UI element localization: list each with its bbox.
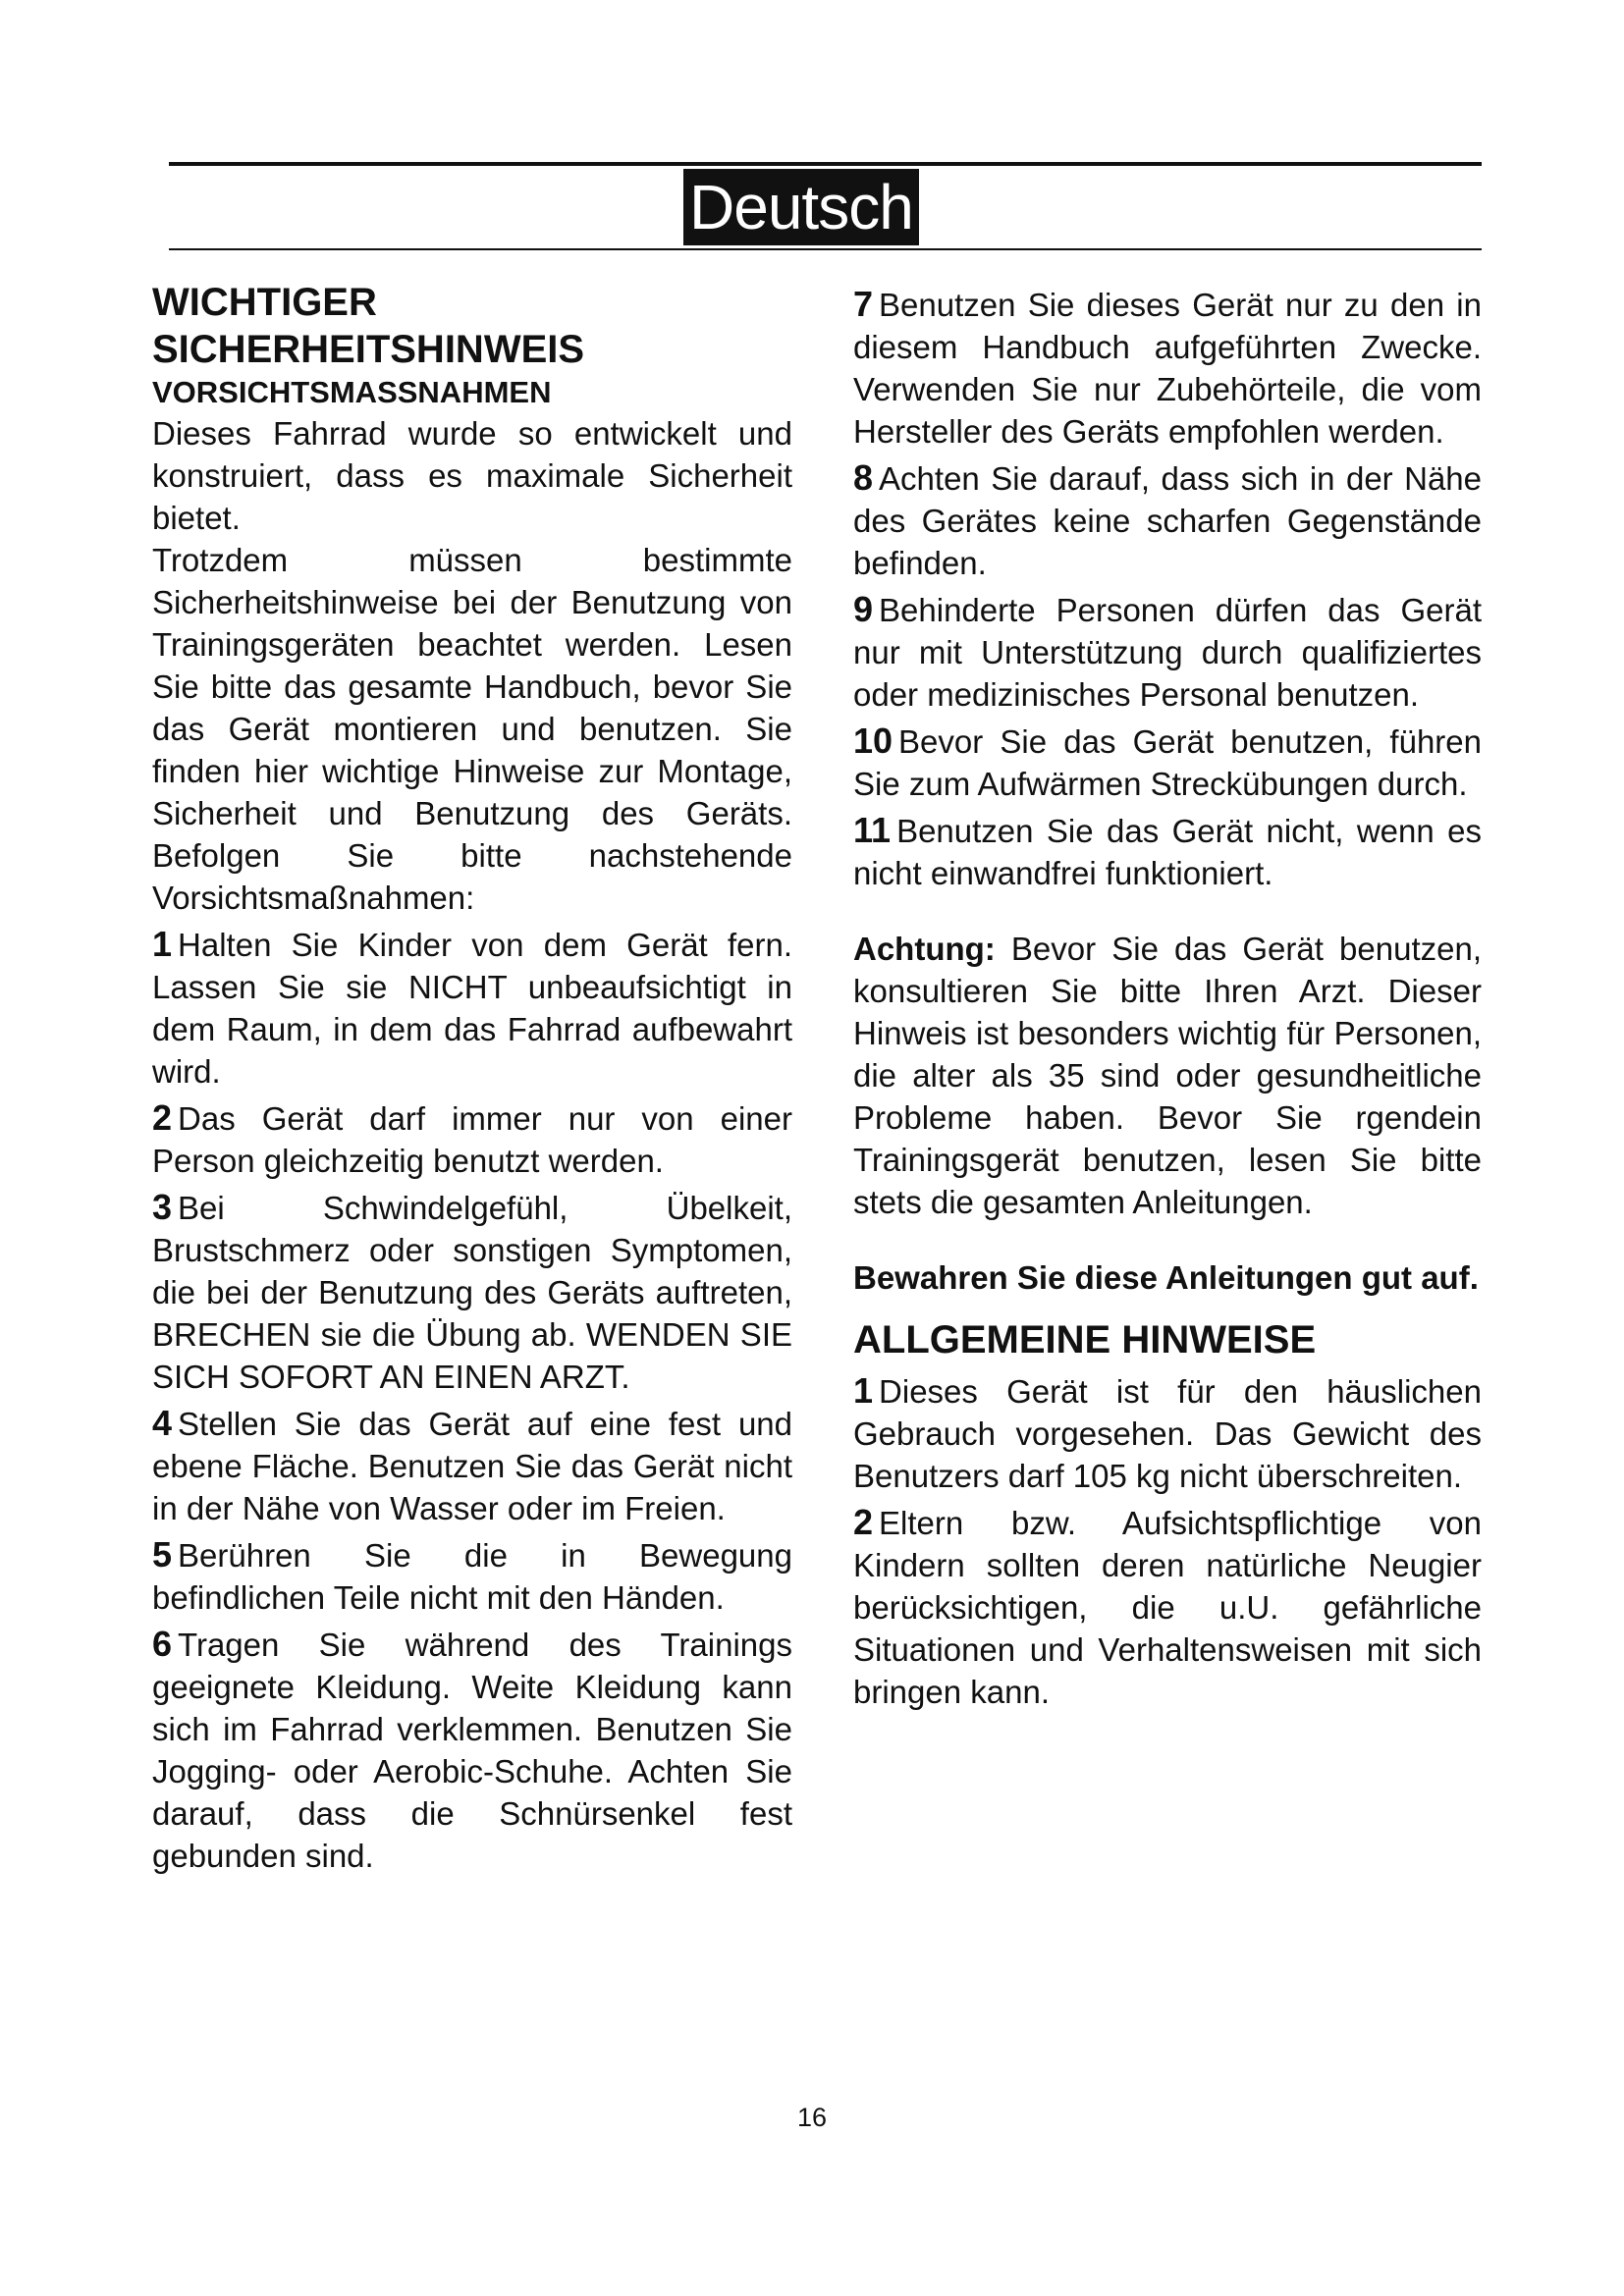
item-text: Benutzen Sie das Gerät nicht, wenn es nicht einwandfrei funktioniert. xyxy=(853,813,1482,891)
item-number: 2 xyxy=(152,1097,173,1138)
keep-instructions-note: Bewahren Sie diese Anleitungen gut auf. xyxy=(853,1259,1479,1296)
item-text: Behinderte Personen dürfen das Gerät nur mit Unterstützung durch qualifiziertes oder medizinisches Personal benutzen. xyxy=(853,592,1482,713)
item-number: 6 xyxy=(152,1624,173,1664)
header-rule-bottom xyxy=(169,248,1482,250)
section-title-general: ALLGEMEINE HINWEISE xyxy=(853,1318,1317,1362)
safety-item xyxy=(853,456,1482,584)
item-number: 2 xyxy=(853,1502,874,1542)
item-number: 1 xyxy=(853,1370,874,1411)
intro-paragraph-2: Trotzdem müssen bestimmte Sicherheitshinweise bei der Benutzung von Trainingsgeräten beachtet werden. Lesen Sie bitte das gesamte Handbuch, bevor Sie das Gerät montieren und benutzen. Sie finden hier wichtige Hinweise zur Montage, Sicherheit und Benutzung des Geräts. Befolgen Sie bitte nachstehende Vorsichtsmaßnahmen: xyxy=(152,542,792,916)
item-text: Achten Sie darauf, dass sich in der Nähe des Gerätes keine scharfen Gegenstände befinden. xyxy=(853,460,1482,581)
header-rule-top xyxy=(169,162,1482,166)
item-text: Halten Sie Kinder von dem Gerät fern. Lassen Sie sie NICHT unbeaufsichtigt in dem Raum, in dem das Fahrrad aufbewahrt wird. xyxy=(152,927,792,1090)
item-text: Berühren Sie die in Bewegung befindlichen Teile nicht mit den Händen. xyxy=(152,1537,792,1616)
safety-item xyxy=(152,1533,792,1619)
warning-label: Achtung: xyxy=(853,931,996,967)
intro-paragraph-1: Dieses Fahrrad wurde so entwickelt und konstruiert, dass es maximale Sicherheit bietet. xyxy=(152,415,792,536)
item-number: 10 xyxy=(853,721,893,761)
language-tab: Deutsch xyxy=(683,169,919,245)
title-line-2: SICHERHEITSHINWEIS xyxy=(152,328,585,371)
safety-item xyxy=(152,1402,792,1529)
item-text: Bevor Sie das Gerät benutzen, führen Sie zum Aufwärmen Streckübungen durch. xyxy=(853,723,1482,802)
title-line-1: WICHTIGER xyxy=(152,281,377,324)
item-number: 11 xyxy=(853,810,892,850)
item-number: 4 xyxy=(152,1403,173,1443)
item-text: Dieses Gerät ist für den häuslichen Gebrauch vorgesehen. Das Gewicht des Benutzers darf 105 kg nicht überschreiten. xyxy=(853,1373,1482,1494)
item-text: Stellen Sie das Gerät auf eine fest und ebene Fläche. Benutzen Sie das Gerät nicht in der Nähe von Wasser oder im Freien. xyxy=(152,1406,792,1526)
warning-paragraph xyxy=(853,928,1482,1223)
safety-item xyxy=(853,720,1482,805)
spacer xyxy=(853,1223,1482,1256)
item-number: 8 xyxy=(853,457,874,498)
item-text: Benutzen Sie dieses Gerät nur zu den in diesem Handbuch aufgeführten Zwecke. Verwenden Sie nur Zubehörteile, die vom Hersteller des Geräts empfohlen werden. xyxy=(853,287,1482,450)
item-number: 5 xyxy=(152,1534,173,1575)
spacer xyxy=(853,894,1482,928)
left-column xyxy=(152,279,792,1877)
general-item xyxy=(853,1501,1482,1713)
subtitle: VORSICHTSMASSNAHMEN xyxy=(152,375,552,409)
warning-text: Bevor Sie das Gerät benutzen, konsultieren Sie bitte Ihren Arzt. Dieser Hinweis ist besonders wichtig für Personen, die alter als 35 sind oder gesundheitliche Probleme haben. Bevor Sie rgendein Trainingsgerät benutzen, lesen Sie bitte stets die gesamten Anleitungen. xyxy=(853,931,1482,1220)
safety-item xyxy=(152,1096,792,1182)
safety-item xyxy=(152,923,792,1093)
safety-item xyxy=(152,1186,792,1398)
right-column xyxy=(853,279,1482,1713)
item-text: Das Gerät darf immer nur von einer Person gleichzeitig benutzt werden. xyxy=(152,1100,792,1179)
item-text: Eltern bzw. Aufsichtspflichtige von Kindern sollten deren natürliche Neugier berücksichtigen, die u.U. gefährliche Situationen und Verhaltensweisen mit sich bringen kann. xyxy=(853,1505,1482,1710)
page-number: 16 xyxy=(796,2103,828,2132)
item-number: 9 xyxy=(853,589,874,629)
item-number: 1 xyxy=(152,924,173,964)
general-item xyxy=(853,1369,1482,1497)
item-text: Bei Schwindelgefühl, Übelkeit, Brustschmerz oder sonstigen Symptomen, die bei der Benutzung des Geräts auftreten, BRECHEN sie die Übung ab. WENDEN SIE SICH SOFORT AN EINEN ARZT. xyxy=(152,1190,792,1395)
safety-item xyxy=(853,809,1482,894)
safety-item xyxy=(853,588,1482,716)
item-number: 7 xyxy=(853,284,874,324)
safety-item xyxy=(853,283,1482,453)
item-text: Tragen Sie während des Trainings geeignete Kleidung. Weite Kleidung kann sich im Fahrrad verklemmen. Benutzen Sie Jogging- oder Aerobic-Schuhe. Achten Sie darauf, dass die Schnürsenkel fest gebunden sind. xyxy=(152,1627,792,1874)
safety-item xyxy=(152,1623,792,1877)
item-number: 3 xyxy=(152,1187,173,1227)
